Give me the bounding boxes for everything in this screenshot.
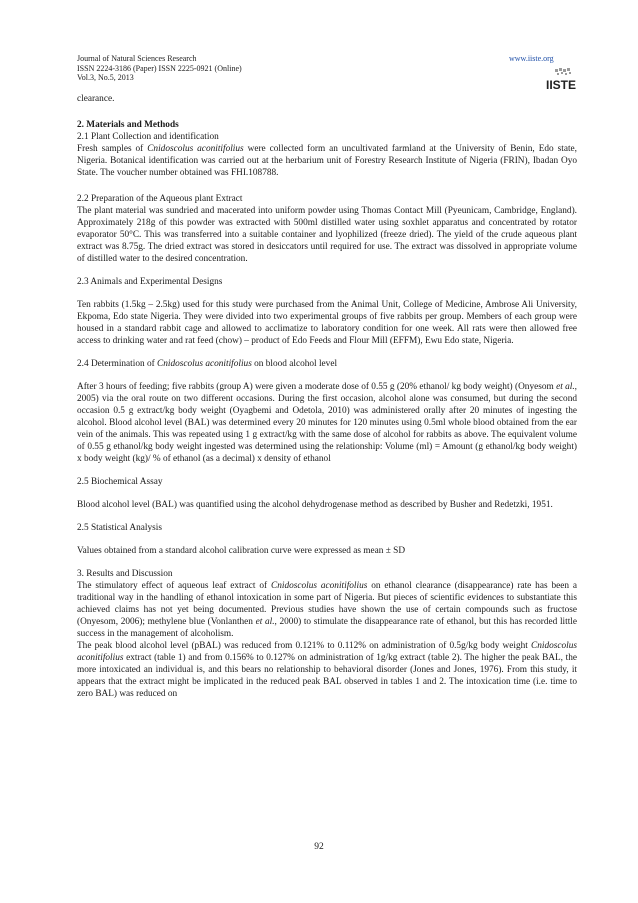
paragraph-statistics: Values obtained from a standard alcohol calibration curve were expressed as mean ± SD (77, 546, 406, 556)
subsection-2-3: 2.3 Animals and Experimental Designs (77, 277, 223, 287)
running-header (77, 54, 577, 83)
journal-url-link[interactable]: www.iiste.org (509, 54, 554, 63)
species-name: Cnidoscolus aconitifolius (157, 359, 252, 369)
species-name: Cnidoscolus aconitifolius (271, 581, 368, 591)
subsection-2-1: 2.1 Plant Collection and identification (77, 132, 219, 142)
subsection-2-2: 2.2 Preparation of the Aqueous plant Extract (77, 194, 243, 204)
paragraph-results-1: The stimulatory effect of aqueous leaf extract of Cnidoscolus aconitifolius on ethanol clearance (disappearance) rate has been a traditional way in the handling of ethanol intoxication in some part of Nigeria. But pieces of scientific evidences to substantiate this achieved claims has not yet being documented. Previous studies have shown the use of certain compounds such as fructose (Onyesom, 2006); methylene blue (Vonlanthen et al., 2000) to stimulate the disappearance rate of ethanol, but this has recorded little success in the management of alcoholism. (77, 581, 577, 639)
citation-et-al: et al. (255, 617, 275, 627)
iiste-logo-icon (531, 66, 577, 92)
subsection-2-5-statistics: 2.5 Statistical Analysis (77, 523, 162, 533)
subsection-2-5: 2.5 Biochemical Assay (77, 477, 163, 487)
section-heading-results: 3. Results and Discussion (77, 569, 173, 579)
paragraph-animals: Ten rabbits (1.5kg – 2.5kg) used for this study were purchased from the Animal Unit, College of Medicine, Ambrose Ali University, Ekpoma, Edo state Nigeria. They were divided into two experimental groups of five rabbits per group. Members of each group were housed in a standard rabbit cage and allowed to acclimatize to laboratory condition for one week. All rats were then allowed free access to drinking water and rat feed (chow) – product of Edo Feeds and Flour Mill (EFFM), Ewu Edo state, Nigeria. (77, 300, 577, 346)
subsection-2-4: 2.4 Determination of Cnidoscolus aconitifolius on blood alcohol level (77, 359, 338, 369)
paragraph-results-2: The peak blood alcohol level (pBAL) was reduced from 0.121% to 0.112% on administration of 0.5g/kg body weight Cnidoscolus aconitifolius extract (table 1) and from 0.156% to 0.127% on administration of 1g/kg extract (table 2). The higher the peak BAL, the more intoxicated an individual is, and this bears no relationship to behavioral disorder (Jones and Jones, 1976). From this study, it appears that the extract might be implicated in the reduced peak BAL observed in tables 1 and 2. The intoxication time (i.e. time to zero BAL) was reduced on (77, 641, 577, 699)
journal-name: Journal of Natural Sciences Research (77, 54, 197, 63)
article-body (77, 93, 577, 700)
volume-line: Vol.3, No.5, 2013 (77, 73, 134, 82)
paragraph-blood-alcohol: After 3 hours of feeding; five rabbits (group A) were given a moderate dose of 0.55 g (20% ethanol/ kg body weight) (Onyesom et al., 2005) via the oral route on two different occasions. During the first occasion, alcohol alone was consumed, but during the second occasion 0.5 g extract/kg body weight (Oyagbemi and Odetola, 2010) was administered orally after 20 minutes of ingesting the alcohol. Blood alcohol level (BAL) was determined every 20 minutes for 120 minutes using 0.5ml whole blood obtained from the ear vein of the animals. This was repeated using 1 g extract/kg with the same dose of alcohol for rabbits as above. The equivalent volume of 0.55 g ethanol/kg body weight ingested was determined using the relationship: Volume (ml) = Amount (g ethanol/kg body weight) x body weight (kg)/ % of ethanol (as a decimal) x density of ethanol (77, 382, 577, 464)
page-number: 92 (314, 842, 324, 852)
paragraph-extract-preparation: The plant material was sundried and macerated into uniform powder using Thomas Contact Mill (Pyeunicam, Cambridge, England). Approximately 218g of this powder was extracted with 500ml distilled water using soxhlet apparatus and concentrated by rotator evaporator 50°C. This was transferred into a suitable container and lyophilized (freeze dried). The yield of the crude aqueous plant extract was 8.75g. The dried extract was stored in desiccators until required for use. The extract was dissolved in appropriate volume of distilled water to the desired concentration. (77, 206, 577, 264)
citation-et-al: et al., (556, 382, 577, 392)
species-name: Cnidoscolus aconitifolius (147, 144, 244, 154)
paragraph-biochemical-assay: Blood alcohol level (BAL) was quantified using the alcohol dehydrogenase method as described by Busher and Redetzki, 1951. (77, 500, 553, 510)
section-heading-materials: 2. Materials and Methods (77, 120, 179, 130)
paragraph-plant-collection: Fresh samples of Cnidoscolus aconitifolius were collected form an uncultivated farmland at the University of Benin, Edo state, Nigeria. Botanical identification was carried out at the herbarium unit of Forestry Research Institute of Nigeria (FRIN), Ibadan Oyo State. The voucher number obtained was FHI.108788. (77, 144, 578, 178)
intro-fragment: clearance. (77, 94, 115, 104)
issn-line: ISSN 2224-3186 (Paper) ISSN 2225-0921 (Online) (77, 63, 242, 73)
species-name: Cnidoscolus aconitifolius (77, 641, 577, 663)
logo-text: IISTE (545, 78, 576, 92)
